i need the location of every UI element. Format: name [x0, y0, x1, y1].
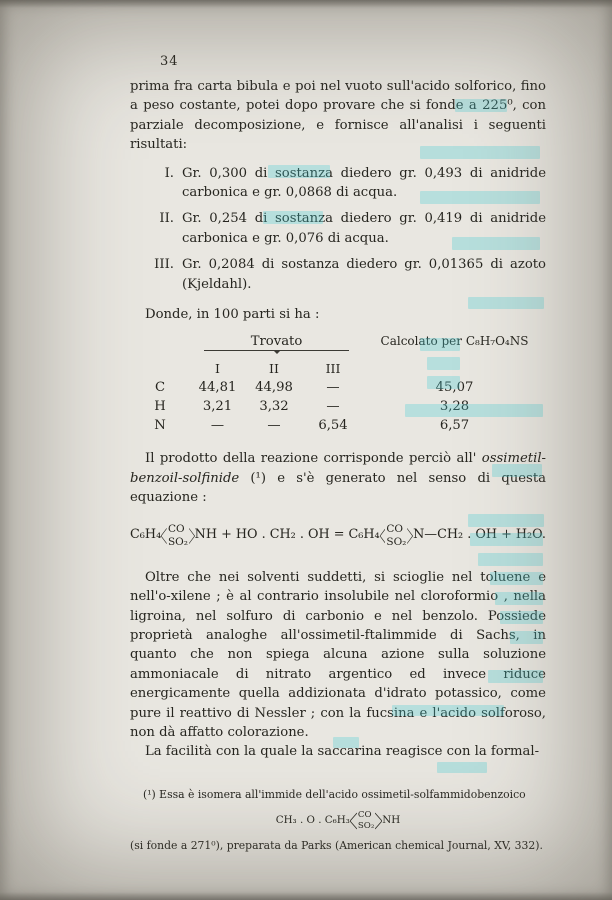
chemical-equation: [130, 523, 546, 549]
formula-top: CO: [167, 523, 185, 536]
scan-edge-bottom: [0, 892, 612, 900]
list-item: [144, 164, 546, 203]
trovato-brace-rule: [204, 350, 349, 357]
table-spacer: [363, 350, 546, 359]
column-header: I: [215, 361, 220, 377]
footnote: [130, 787, 546, 854]
table-spacer: [130, 333, 190, 350]
page-content: [130, 77, 546, 854]
formula-end: NH: [382, 814, 401, 827]
table-cell: 3,21: [202, 399, 233, 415]
table-spacer: [130, 350, 190, 359]
item-number: II.: [159, 211, 174, 227]
analysis-table: [130, 333, 546, 435]
table-group-header: Trovato: [250, 334, 303, 350]
column-header: III: [325, 361, 341, 377]
table-spacer: [130, 359, 190, 378]
bond-fork-close-icon: [375, 812, 382, 830]
item-text: Gr. 0,2084 di sostanza diedero gr. 0,01365 di azoto (Kjeldahl).: [182, 257, 546, 292]
table-cell: 44,98: [255, 380, 293, 396]
scan-edge-top: [0, 0, 612, 8]
table-cell: 45,07: [435, 380, 474, 396]
table-cell: —: [326, 399, 340, 415]
paragraph-solubility: Oltre che nei solventi suddetti, si scioglie nel toluene e nell'o-xilene ; è al contrario insolubile nel cloroformio , nella ligroina, nel solfuro di carbonio e nel benzolo. Possiede proprietà analoghe all'ossimetil-ftalimmide di Sachs, in quanto che non spiega alcuna azione sulla soluzione ammoniacale di nitrato argentico ed invece riduce energicamente quella addizionata d'idrato potassico, come pure il reattivo di Nessler ; con la fucsina e l'acido solforoso, non dà affatto colorazione.: [130, 569, 546, 740]
row-label: N: [154, 418, 166, 434]
item-text: Gr. 0,254 di sostanza diedero gr. 0,419 di anidride carbonica e gr. 0,076 di acqua.: [182, 211, 546, 246]
page-number: 34: [160, 54, 179, 69]
table-cell: 6,57: [439, 418, 470, 434]
formula-radical: CH₃ . O . C₆H₃: [275, 814, 350, 827]
footnote-text: (si fonde a 271⁰), preparata da Parks (American chemical Journal, XV, 332).: [130, 839, 543, 853]
table-cell: —: [326, 380, 340, 396]
row-label: H: [154, 399, 166, 415]
item-text: Gr. 0,300 di sostanza diedero gr. 0,493 di anidride carbonica e gr. 0,0868 di acqua.: [182, 165, 546, 201]
formula-bottom: SO₂: [386, 535, 407, 548]
table-cell: —: [267, 418, 281, 434]
footnote-formula: [130, 810, 546, 831]
list-item: [144, 255, 546, 294]
paragraph-text: (¹) e s'è generato nel senso di questa equazione :: [130, 470, 546, 506]
table-cell: 3,32: [259, 399, 289, 415]
footnote-text: (¹) Essa è isomera all'immide dell'acido ossimetil-solfammidobenzoico: [143, 787, 526, 801]
list-item: [144, 209, 546, 248]
table-cell: 6,54: [318, 418, 348, 434]
row-label: C: [154, 380, 166, 396]
formula-top: CO: [357, 810, 372, 821]
column-header: II: [269, 361, 279, 377]
formula-bottom: SO₂: [357, 820, 375, 831]
formula-radical: C₆H₄: [348, 527, 380, 543]
table-intro: Donde, in 100 parti si ha :: [145, 307, 320, 323]
radical-stack: [385, 523, 407, 548]
formula-bottom: SO₂: [167, 535, 188, 548]
table-cell: 3,28: [439, 399, 470, 415]
formula-radical: C₆H₄: [130, 527, 162, 543]
table-cell: 44,81: [198, 380, 237, 396]
item-number: III.: [154, 257, 174, 273]
paragraph-product: [130, 449, 546, 507]
bond-fork-open-icon: [350, 812, 357, 830]
formula-end: N—CH₂ . OH + H₂O.: [413, 527, 546, 543]
paragraph-text: Il prodotto della reazione corrisponde perciò all': [145, 451, 482, 467]
compound-name-italic: ossimetil-benzoil-solfinide: [130, 451, 546, 486]
table-calc-header: Calcolato per C₈H₇O₄NS: [380, 334, 529, 349]
table-spacer: [363, 359, 546, 378]
formula-top: CO: [386, 523, 404, 536]
table-cell: —: [210, 418, 225, 434]
paragraph-saccharin: La facilità con la quale la saccarina reagisce con la formal-: [145, 744, 540, 760]
radical-stack: [357, 810, 375, 831]
item-number: I.: [164, 165, 174, 181]
paragraph-intro: prima fra carta bibula e poi nel vuoto sull'acido solforico, fino a peso costante, potei dopo provare che si fonde a 225⁰, con parziale decomposizione, e fornisce all'analisi i seguenti risultati:: [130, 79, 546, 153]
radical-stack: [167, 523, 189, 548]
formula-middle: NH + HO . CH₂ . OH =: [194, 527, 345, 543]
results-list: [130, 164, 546, 294]
